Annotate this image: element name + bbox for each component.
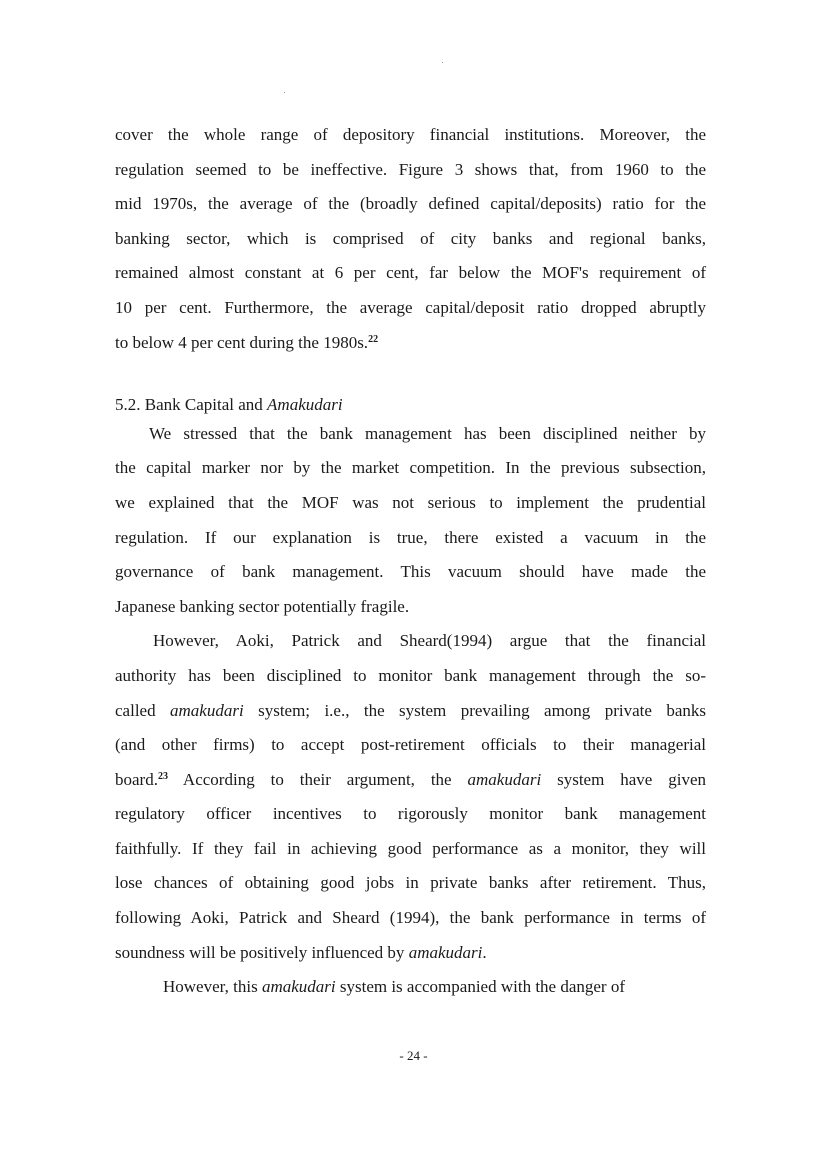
text-line: governance of bank management. This vacuum should have made the <box>115 562 706 582</box>
page-number: - 24 - <box>399 1048 428 1063</box>
text-line: authority has been disciplined to monitor bank management through the so- <box>115 665 706 685</box>
text-line: regulation. If our explanation is true, there existed a vacuum in the <box>115 527 706 547</box>
text-line: Japanese banking sector potentially fragile. <box>115 596 410 616</box>
section-heading-text: 5.2. Bank Capital and <box>115 395 263 415</box>
text-line <box>115 763 706 798</box>
page-body <box>115 118 706 1005</box>
text-line: 10 per cent. Furthermore, the average capital/deposit ratio dropped abruptly <box>115 297 706 317</box>
text-fragment: board. <box>115 769 158 789</box>
text-line: (and other firms) to accept post-retirement officials to their managerial <box>115 735 706 755</box>
text-line <box>115 326 706 361</box>
paragraph-2 <box>115 417 706 625</box>
text-fragment: According to their argument, the <box>167 769 468 789</box>
text-line: We stressed that the bank management has been disciplined neither by <box>149 423 706 443</box>
text-fragment: to below 4 per cent during the 1980s. <box>115 332 369 352</box>
text-line: we explained that the MOF was not serious to implement the prudential <box>115 492 706 512</box>
text-line <box>115 694 706 729</box>
text-line: following Aoki, Patrick and Sheard (1994), the bank performance in terms of <box>115 908 706 928</box>
text-line: remained almost constant at 6 per cent, far below the MOF's requirement of <box>115 263 706 283</box>
paragraph-1 <box>115 118 706 360</box>
italic-term: amakudari <box>170 700 244 720</box>
footnote-marker: 22 <box>368 333 379 345</box>
scan-speck <box>284 92 285 93</box>
text-fragment: soundness will be positively influenced by <box>115 942 409 962</box>
text-line: banking sector, which is comprised of city banks and regional banks, <box>115 228 706 248</box>
text-line: the capital marker nor by the market competition. In the previous subsection, <box>115 458 706 478</box>
text-fragment: system have given <box>541 769 706 789</box>
italic-term: amakudari <box>261 977 336 997</box>
paragraph-4 <box>115 970 706 1005</box>
italic-term: amakudari <box>467 769 542 789</box>
text-fragment: system is accompanied with the danger of <box>335 977 625 997</box>
text-fragment: system; i.e., the system prevailing among private banks <box>243 700 706 720</box>
text-line: mid 1970s, the average of the (broadly defined capital/deposits) ratio for the <box>115 194 706 214</box>
text-line <box>115 970 706 1005</box>
text-line: faithfully. If they fail in achieving good performance as a monitor, they will <box>115 838 706 858</box>
footnote-marker: 23 <box>157 770 168 782</box>
text-fragment: . <box>482 942 487 962</box>
text-line: regulation seemed to be ineffective. Figure 3 shows that, from 1960 to the <box>115 159 706 179</box>
scan-speck <box>442 62 443 63</box>
text-line: cover the whole range of depository financial institutions. Moreover, the <box>115 125 706 144</box>
text-line: However, Aoki, Patrick and Sheard(1994) argue that the financial <box>153 631 706 651</box>
paragraph-3 <box>115 624 706 970</box>
text-fragment: However, this <box>163 977 262 997</box>
text-fragment: called <box>115 700 170 720</box>
text-line: lose chances of obtaining good jobs in private banks after retirement. Thus, <box>115 873 706 893</box>
italic-term: amakudari <box>408 942 483 962</box>
text-line: regulatory officer incentives to rigorously monitor bank management <box>115 804 706 824</box>
section-heading-term: Amakudari <box>267 395 343 415</box>
text-line <box>115 936 706 971</box>
